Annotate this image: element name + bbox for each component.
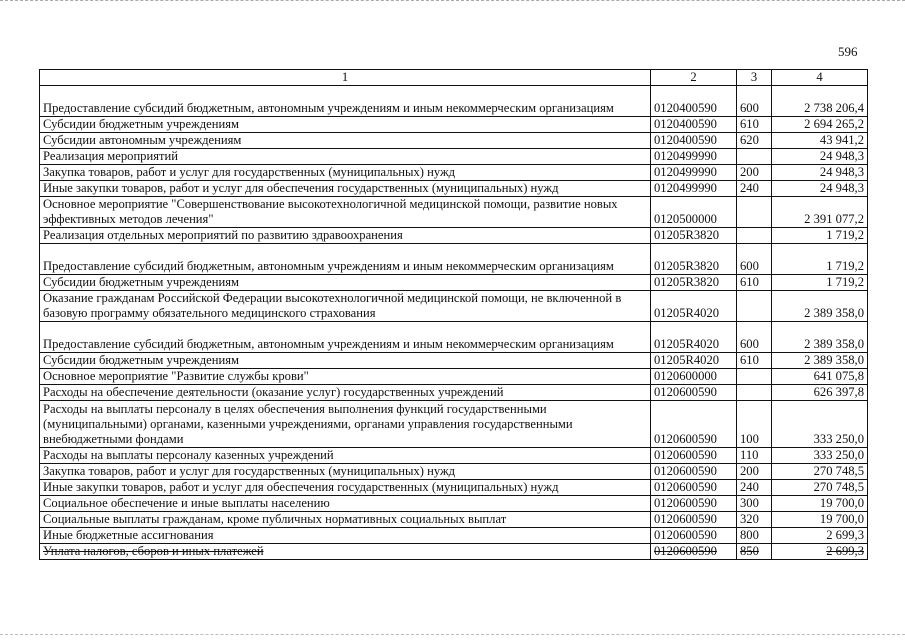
row-vr: 610 xyxy=(737,353,772,369)
row-code: 0120500000 xyxy=(651,197,737,228)
row-code: 01205R3820 xyxy=(651,228,737,244)
row-sum: 2 389 358,0 xyxy=(772,353,868,369)
row-name: Социальное обеспечение и иные выплаты населению xyxy=(40,496,651,512)
table-row xyxy=(40,228,868,244)
row-code: 0120499990 xyxy=(651,149,737,165)
row-code: 0120600590 xyxy=(651,544,737,560)
row-name: Предоставление субсидий бюджетным, автономным учреждениям и иным некоммерческим организациям xyxy=(40,244,651,275)
row-name: Закупка товаров, работ и услуг для государственных (муниципальных) нужд xyxy=(40,464,651,480)
row-name: Субсидии бюджетным учреждениям xyxy=(40,353,651,369)
table-row xyxy=(40,353,868,369)
table-row xyxy=(40,448,868,464)
row-sum: 270 748,5 xyxy=(772,464,868,480)
table-row xyxy=(40,496,868,512)
row-code: 01205R4020 xyxy=(651,291,737,322)
table-row xyxy=(40,244,868,275)
row-vr: 610 xyxy=(737,117,772,133)
table-row xyxy=(40,165,868,181)
row-sum: 641 075,8 xyxy=(772,369,868,385)
row-name: Основное мероприятие "Совершенствование высокотехнологичной медицинской помощи, развитие новых эффективных методов лечения" xyxy=(40,197,651,228)
row-vr: 600 xyxy=(737,322,772,353)
header-col-3: 3 xyxy=(737,70,772,86)
page-number: 596 xyxy=(838,44,858,59)
table-row xyxy=(40,369,868,385)
row-sum: 24 948,3 xyxy=(772,181,868,197)
row-sum: 2 694 265,2 xyxy=(772,117,868,133)
row-name: Расходы на выплаты персоналу в целях обеспечения выполнения функций государственными (муниципальными) органами, казенными учреждениями, органами управления государственными внебюджетными фондами xyxy=(40,401,651,448)
row-vr: 200 xyxy=(737,165,772,181)
row-code: 01205R4020 xyxy=(651,353,737,369)
row-vr xyxy=(737,149,772,165)
row-code: 0120600590 xyxy=(651,401,737,448)
table-row xyxy=(40,291,868,322)
row-sum: 1 719,2 xyxy=(772,244,868,275)
table-row xyxy=(40,86,868,117)
row-name: Расходы на выплаты персоналу казенных учреждений xyxy=(40,448,651,464)
table-row xyxy=(40,528,868,544)
row-code: 0120600590 xyxy=(651,496,737,512)
row-name: Расходы на обеспечение деятельности (оказание услуг) государственных учреждений xyxy=(40,385,651,401)
row-vr: 100 xyxy=(737,401,772,448)
table-row xyxy=(40,181,868,197)
scan-edge-bottom xyxy=(0,634,905,637)
row-name: Уплата налогов, сборов и иных платежей xyxy=(40,544,651,560)
row-vr: 320 xyxy=(737,512,772,528)
row-vr: 300 xyxy=(737,496,772,512)
row-code: 0120600590 xyxy=(651,480,737,496)
row-code: 0120600590 xyxy=(651,464,737,480)
row-vr: 110 xyxy=(737,448,772,464)
row-name: Иные бюджетные ассигнования xyxy=(40,528,651,544)
table-row xyxy=(40,480,868,496)
row-sum: 24 948,3 xyxy=(772,149,868,165)
row-code: 0120600590 xyxy=(651,448,737,464)
row-sum: 24 948,3 xyxy=(772,165,868,181)
table-row xyxy=(40,275,868,291)
row-sum: 270 748,5 xyxy=(772,480,868,496)
row-vr: 200 xyxy=(737,464,772,480)
row-code: 0120600000 xyxy=(651,369,737,385)
row-vr xyxy=(737,291,772,322)
header-col-2: 2 xyxy=(651,70,737,86)
row-sum: 1 719,2 xyxy=(772,228,868,244)
row-code: 0120499990 xyxy=(651,165,737,181)
row-name: Субсидии автономным учреждениям xyxy=(40,133,651,149)
table-row xyxy=(40,197,868,228)
row-name: Основное мероприятие "Развитие службы крови" xyxy=(40,369,651,385)
row-vr: 610 xyxy=(737,275,772,291)
row-name: Субсидии бюджетным учреждениям xyxy=(40,275,651,291)
row-vr: 600 xyxy=(737,86,772,117)
row-name: Субсидии бюджетным учреждениям xyxy=(40,117,651,133)
row-code: 0120600590 xyxy=(651,512,737,528)
row-sum: 333 250,0 xyxy=(772,448,868,464)
row-name: Оказание гражданам Российской Федерации высокотехнологичной медицинской помощи, не включенной в базовую программу обязательного медицинского страхования xyxy=(40,291,651,322)
row-code: 0120600590 xyxy=(651,528,737,544)
row-sum: 19 700,0 xyxy=(772,512,868,528)
row-sum: 2 389 358,0 xyxy=(772,291,868,322)
table-row xyxy=(40,117,868,133)
row-sum: 2 738 206,4 xyxy=(772,86,868,117)
header-col-1: 1 xyxy=(40,70,651,86)
row-sum: 2 699,3 xyxy=(772,544,868,560)
row-sum: 2 391 077,2 xyxy=(772,197,868,228)
table-row xyxy=(40,464,868,480)
row-name: Реализация мероприятий xyxy=(40,149,651,165)
row-vr: 620 xyxy=(737,133,772,149)
row-code: 0120400590 xyxy=(651,117,737,133)
table-row xyxy=(40,133,868,149)
table-row xyxy=(40,149,868,165)
row-vr: 240 xyxy=(737,480,772,496)
row-vr: 800 xyxy=(737,528,772,544)
row-sum: 2 699,3 xyxy=(772,528,868,544)
budget-table xyxy=(39,69,868,560)
row-sum: 2 389 358,0 xyxy=(772,322,868,353)
row-sum: 626 397,8 xyxy=(772,385,868,401)
row-name: Реализация отдельных мероприятий по развитию здравоохранения xyxy=(40,228,651,244)
row-name: Социальные выплаты гражданам, кроме публичных нормативных социальных выплат xyxy=(40,512,651,528)
row-name: Иные закупки товаров, работ и услуг для обеспечения государственных (муниципальных) нужд xyxy=(40,181,651,197)
row-sum: 1 719,2 xyxy=(772,275,868,291)
header-col-4: 4 xyxy=(772,70,868,86)
row-code: 01205R3820 xyxy=(651,244,737,275)
row-vr: 240 xyxy=(737,181,772,197)
row-name: Иные закупки товаров, работ и услуг для обеспечения государственных (муниципальных) нужд xyxy=(40,480,651,496)
row-code: 0120400590 xyxy=(651,133,737,149)
table-row xyxy=(40,385,868,401)
scan-edge-top xyxy=(0,0,905,3)
table-row xyxy=(40,512,868,528)
row-sum: 19 700,0 xyxy=(772,496,868,512)
table-row xyxy=(40,322,868,353)
row-sum: 43 941,2 xyxy=(772,133,868,149)
row-sum: 333 250,0 xyxy=(772,401,868,448)
row-vr: 600 xyxy=(737,244,772,275)
row-code: 0120400590 xyxy=(651,86,737,117)
row-code: 01205R3820 xyxy=(651,275,737,291)
row-code: 01205R4020 xyxy=(651,322,737,353)
row-name: Закупка товаров, работ и услуг для государственных (муниципальных) нужд xyxy=(40,165,651,181)
row-vr xyxy=(737,228,772,244)
row-code: 0120600590 xyxy=(651,385,737,401)
table-header-row xyxy=(40,70,868,86)
row-code: 0120499990 xyxy=(651,181,737,197)
table-row-struck xyxy=(40,544,868,560)
table-row xyxy=(40,401,868,448)
row-name: Предоставление субсидий бюджетным, автономным учреждениям и иным некоммерческим организациям xyxy=(40,322,651,353)
row-vr xyxy=(737,385,772,401)
row-vr xyxy=(737,197,772,228)
row-vr xyxy=(737,369,772,385)
row-name: Предоставление субсидий бюджетным, автономным учреждениям и иным некоммерческим организациям xyxy=(40,86,651,117)
row-vr: 850 xyxy=(737,544,772,560)
